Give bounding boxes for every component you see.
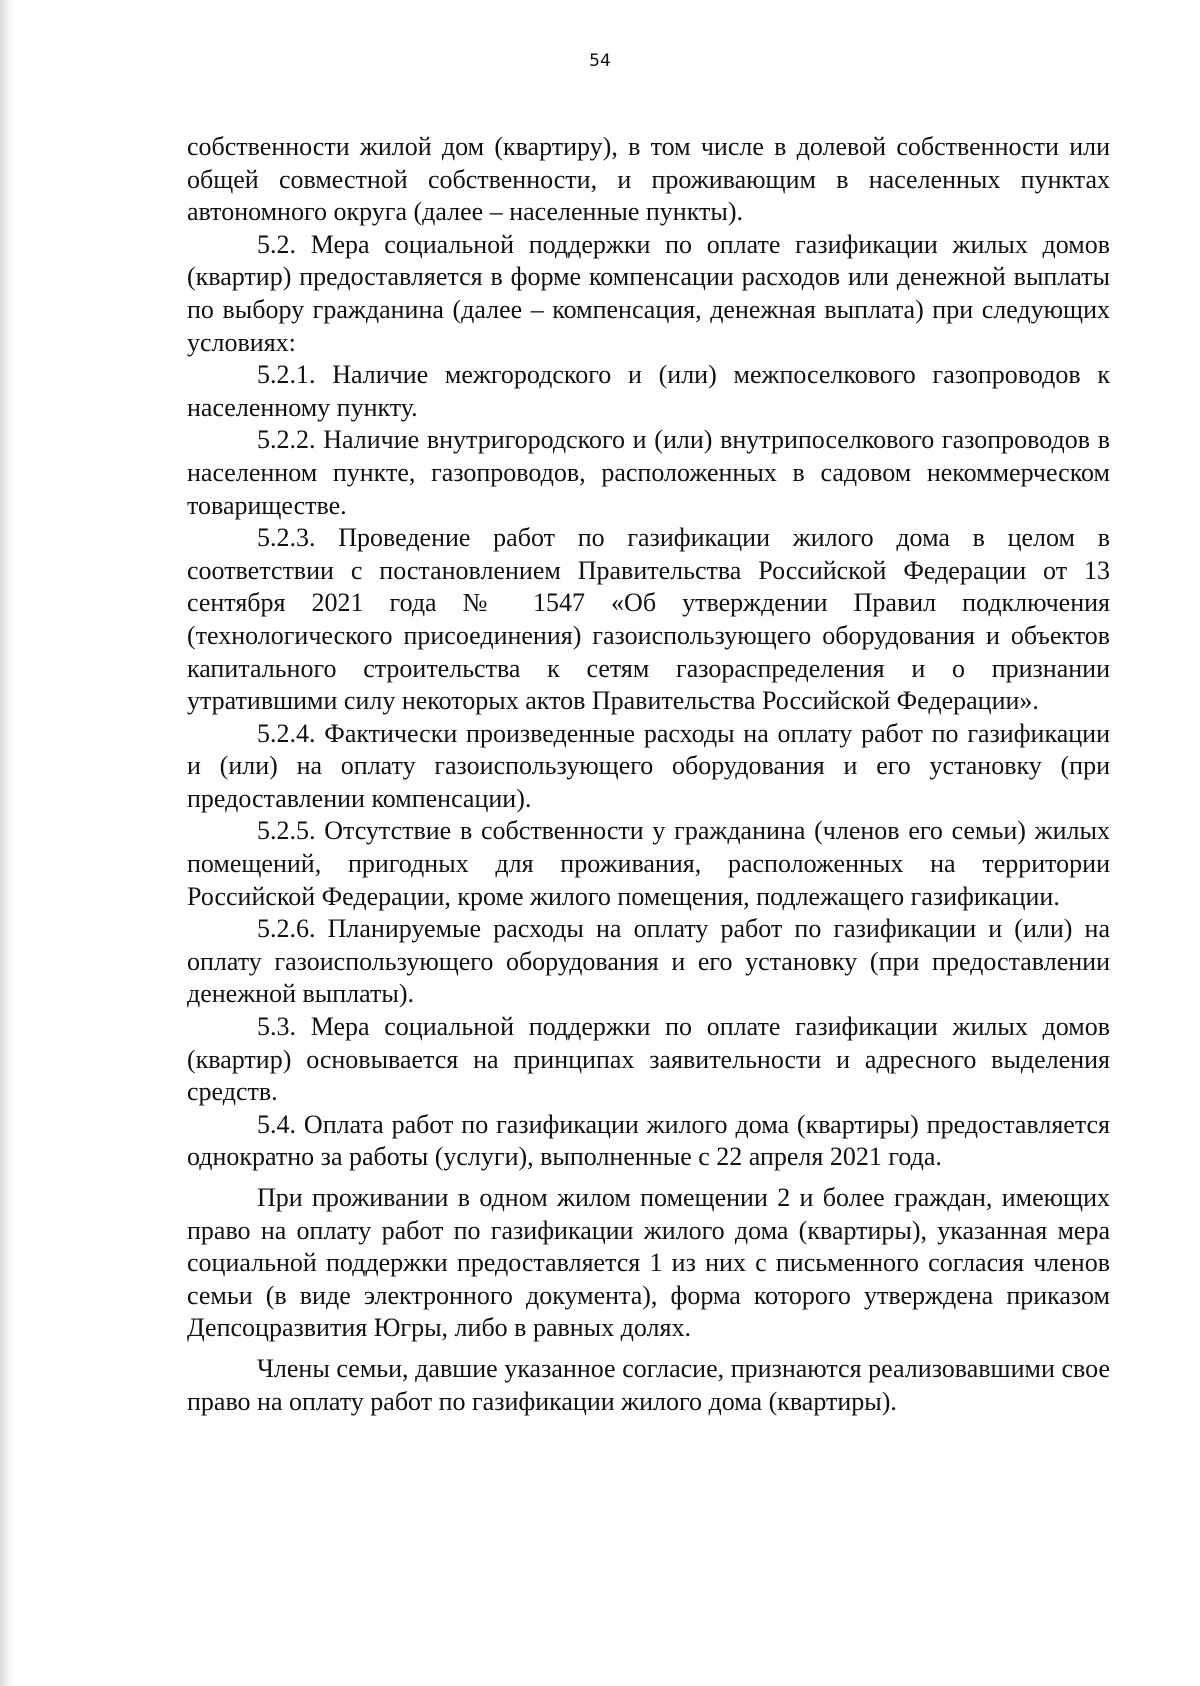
paragraph-5-2-2: 5.2.2. Наличие внутригородского и (или) внутрипоселкового газопроводов в населенном пункте, газопроводов, расположенных в садовом некоммерческом товариществе.	[187, 425, 1110, 520]
paragraph-family-consent: Члены семьи, давшие указанное согласие, признаются реализовавшими свое право на оплату работ по газификации жилого дома (квартиры).	[187, 1353, 1110, 1416]
paragraph-continuation: собственности жилой дом (квартиру), в том числе в долевой собственности или общей совместной собственности, и проживающим в населенных пунктах автономного округа (далее – населенные пункты).	[187, 132, 1110, 227]
paragraph-5-2-6: 5.2.6. Планируемые расходы на оплату работ по газификации и (или) на оплату газоиспользующего оборудования и его установку (при предоставлении денежной выплаты).	[187, 914, 1110, 1009]
paragraph-5-4: 5.4. Оплата работ по газификации жилого дома (квартиры) предоставляется однократно за работы (услуги), выполненные с 22 апреля 2021 года.	[187, 1109, 1110, 1172]
document-body	[187, 131, 1110, 1418]
paragraph-5-2-1: 5.2.1. Наличие межгородского и (или) межпоселкового газопроводов к населенному пункту.	[187, 360, 1110, 422]
paragraph-5-2-3: 5.2.3. Проведение работ по газификации жилого дома в целом в соответствии с постановлением Правительства Российской Федерации от 13 сентября 2021 года № 1547 «Об утверждении Правил подключения (технологического присоединения) газоиспользующего оборудования и объектов капитального строительства к сетям газораспределения и о признании утратившими силу некоторых актов Правительства Российской Федерации».	[187, 523, 1110, 716]
paragraph-5-2: 5.2. Мера социальной поддержки по оплате газификации жилых домов (квартир) предоставляется в форме компенсации расходов или денежной выплаты по выбору гражданина (далее – компенсация, денежная выплата) при следующих условиях:	[187, 229, 1110, 357]
paragraph-5-3: 5.3. Мера социальной поддержки по оплате газификации жилых домов (квартир) основывается на принципах заявительности и адресного выделения средств.	[187, 1012, 1110, 1107]
paragraph-5-2-4: 5.2.4. Фактически произведенные расходы на оплату работ по газификации и (или) на оплату газоиспользующего оборудования и его установку (при предоставлении компенсации).	[187, 718, 1110, 813]
paragraph-5-2-5: 5.2.5. Отсутствие в собственности у гражданина (членов его семьи) жилых помещений, пригодных для проживания, расположенных на территории Российской Федерации, кроме жилого помещения, подлежащего газификации.	[187, 816, 1110, 911]
page-number: 54	[589, 51, 611, 71]
scan-edge	[0, 0, 14, 1686]
paragraph-multiple-residents: При проживании в одном жилом помещении 2 и более граждан, имеющих право на оплату работ по газификации жилого дома (квартиры), указанная мера социальной поддержки предоставляется 1 из них с письменного согласия членов семьи (в виде электронного документа), форма которого утверждена приказом Депсоцразвития Югры, либо в равных долях.	[187, 1183, 1110, 1343]
